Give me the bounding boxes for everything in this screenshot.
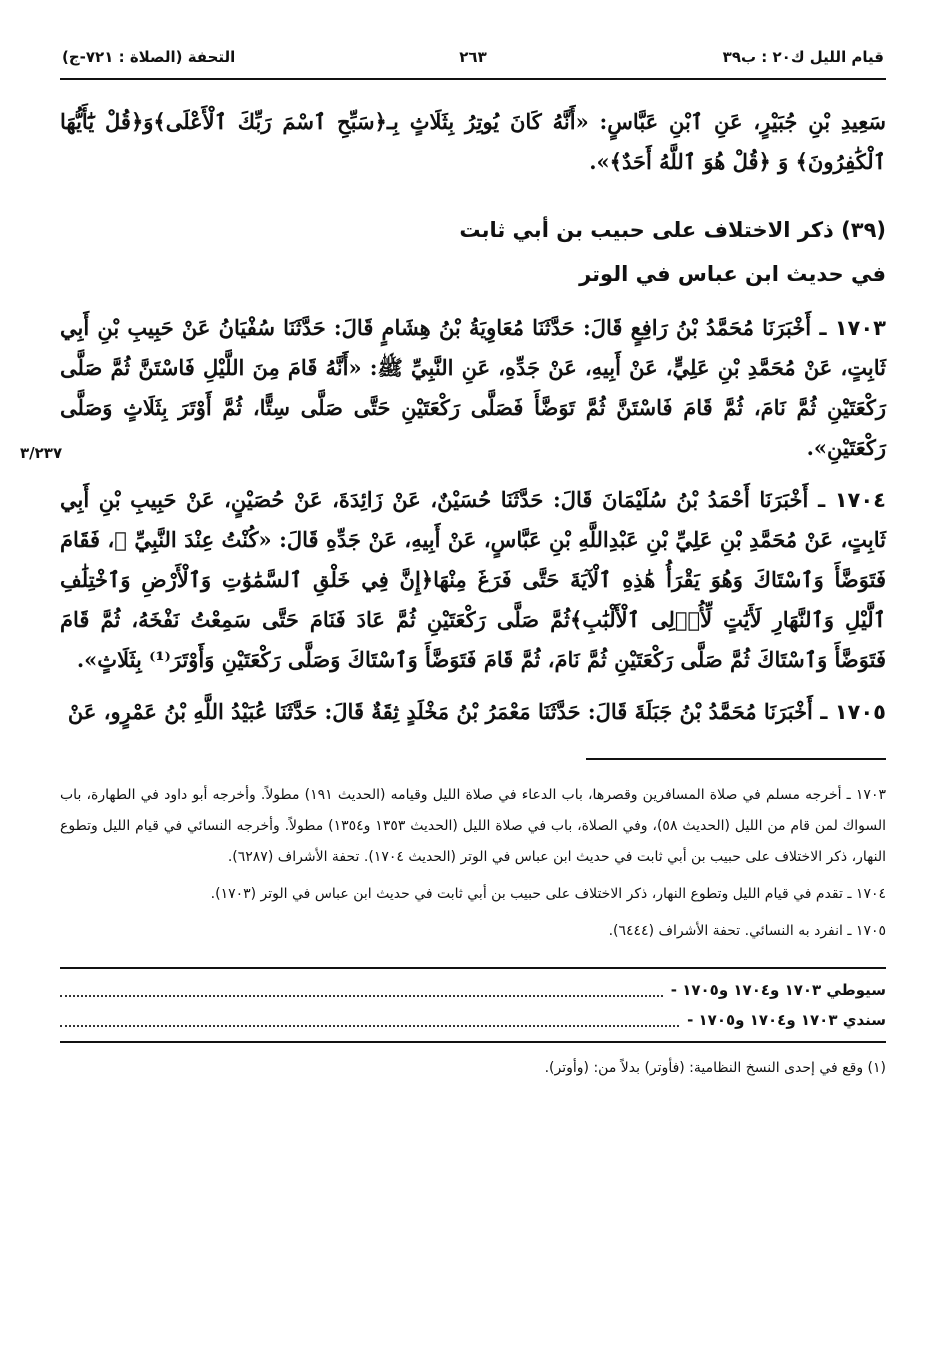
hadith-text: أَخْبَرَنَا مُحَمَّدُ بْنُ رَافِعٍ قَالَ: حَدَّثَنَا مُعَاوِيَةُ بْنُ هِشَامٍ قَالَ: حَدَّثَنَا سُفْيَانُ عَنْ حَبِيبِ بْنِ أَبِي ثَابِتٍ، عَنْ مُحَمَّدِ بْنِ عَلِيٍّ، عَنْ أَبِيهِ، عَنْ جَدِّهِ، عَنِ النَّبِيِّ ﷺ: «أَنَّهُ قَامَ مِنَ اللَّيْلِ فَاسْتَنَّ ثُمَّ صَلَّى رَكْعَتَيْنِ ثُمَّ نَامَ، ثُمَّ قَامَ فَاسْتَنَّ ثُمَّ تَوَضَّأَ فَصَلَّى رَكْعَتَيْنِ حَتَّى صَلَّى سِتًّا، ثُمَّ أَوْتَرَ بِثَلَاثٍ وَصَلَّى رَكْعَتَيْنِ». xyxy=(60,315,886,460)
suyuti-label: سيوطي ١٧٠٣ و١٧٠٤ و١٧٠٥ - xyxy=(670,981,886,999)
hadith-1705 xyxy=(60,692,886,732)
commentary-references xyxy=(60,967,886,1043)
note-1704: ١٧٠٤ ـ تقدم في قيام الليل وتطوع النهار، ذكر الاختلاف على حبيب بن أبي ثابت في حديث ابن عباس في الوتر (١٧٠٣). xyxy=(210,886,886,902)
section-reference: قيام الليل ك٢٠ : ب٣٩ xyxy=(722,48,884,66)
hadith-1703 xyxy=(60,308,886,468)
main-text xyxy=(60,102,886,732)
takhrij-notes xyxy=(60,780,886,947)
sindi-reference xyxy=(60,1005,886,1035)
chapter-title-line-1: (٣٩) ذكر الاختلاف على حبيب بن أبي ثابت xyxy=(459,218,886,242)
margin-volume-reference: ٣/٢٣٧ xyxy=(20,444,63,462)
book-page xyxy=(60,38,886,1081)
sindi-label: سندي ١٧٠٣ و١٧٠٤ و١٧٠٥ - xyxy=(687,1011,886,1029)
note-1703: ١٧٠٣ ـ أخرجه مسلم في صلاة المسافرين وقصرها، باب الدعاء في صلاة الليل وقيامه (الحديث ١٩١) مطولاً. وأخرجه أبو داود في الطهارة، باب السواك لمن قام من الليل (الحديث ٥٨)، وفي الصلاة، باب في صلاة الليل (الحديث ١٣٥٣ و١٣٥٤) مطولاً. وأخرجه النسائي في قيام الليل وتطوع النهار، ذكر الاختلاف على حبيب بن أبي ثابت في حديث ابن عباس في الوتر (الحديث ١٧٠٤). تحفة الأشراف (٦٢٨٧). xyxy=(60,787,887,865)
footnote-divider xyxy=(586,758,886,760)
hadith-number: ١٧٠٣ ـ xyxy=(819,316,886,340)
tuhfa-reference: التحفة (الصلاة : ٧٢١-ج) xyxy=(62,48,236,66)
hadith-number: ١٧٠٤ ـ xyxy=(817,488,886,512)
continued-hadith-text: سَعِيدِ بْنِ جُبَيْرٍ، عَنِ ٱبْنِ عَبَّاسٍ: «أَنَّهُ كَانَ يُوتِرُ بِثَلَاثٍ بِـ﴿سَبِّحِ ٱسْمَ رَبِّكَ ٱلْأَعْلَى﴾وَ﴿قُلْ يَٰٓأَيُّهَا ٱلْكَٰفِرُونَ﴾ وَ ﴿قُلْ هُوَ ٱللَّهُ أَحَدٌ﴾». xyxy=(60,109,886,174)
note-1705: ١٧٠٥ ـ انفرد به النسائي. تحفة الأشراف (٦٤٤٤). xyxy=(608,923,886,939)
running-header xyxy=(60,38,886,80)
variant-footnote: (١) وقع في إحدى النسخ النظامية: (فأوتر) بدلاً من: (وأوتر). xyxy=(544,1060,886,1076)
suyuti-reference xyxy=(60,975,886,1005)
page-number: ٢٦٣ xyxy=(459,48,487,66)
hadith-text: أَخْبَرَنَا أَحْمَدُ بْنُ سُلَيْمَانَ قَالَ: حَدَّثَنَا حُسَيْنٌ، عَنْ زَائِدَةَ، عَنْ حُصَيْنٍ، عَنْ حَبِيبِ بْنِ أَبِي ثَابِتٍ، عَنْ مُحَمَّدِ بْنِ عَلِيِّ بْنِ عَبْدِاللَّهِ بْنِ عَبَّاسٍ، عَنْ أَبِيهِ، عَنْ جَدِّهِ قَالَ: «كُنْتُ عِنْدَ النَّبِيِّ ﷺ، فَقَامَ فَتَوَضَّأَ وَٱسْتَاكَ وَهُوَ يَقْرَأُ هَٰذِهِ ٱلْآيَةَ حَتَّى فَرَغَ مِنْهَا﴿إِنَّ فِي خَلْقِ ٱلسَّمَٰوَٰتِ وَٱلْأَرْضِ وَٱخْتِلَٰفِ ٱلَّيْلِ وَٱلنَّهَارِ لَأَيَٰتٍ لِّأُو۟لِى ٱلْأَلْبَٰبِ﴾ثُمَّ صَلَّى رَكْعَتَيْنِ ثُمَّ عَادَ فَنَامَ حَتَّى سَمِعْتُ نَفْخَهُ، ثُمَّ قَامَ فَتَوَضَّأَ وَٱسْتَاكَ ثُمَّ صَلَّى رَكْعَتَيْنِ ثُمَّ نَامَ، ثُمَّ قَامَ فَتَوَضَّأَ وَٱسْتَاكَ وَصَلَّى رَكْعَتَيْنِ وَأَوْتَرَ⁽¹⁾ بِثَلَاثٍ». xyxy=(60,487,886,672)
dotted-leader xyxy=(60,1013,679,1027)
chapter-title-line-2: في حديث ابن عباس في الوتر xyxy=(579,262,886,286)
hadith-1704 xyxy=(60,480,886,680)
hadith-text: أَخْبَرَنَا مُحَمَّدُ بْنُ جَبَلَةَ قَالَ: حَدَّثَنَا مَعْمَرُ بْنُ مَخْلَدٍ ثِقَةٌ قَالَ: حَدَّثَنَا عُبَيْدُ اللَّهِ بْنُ عَمْرٍو، عَنْ xyxy=(67,699,813,724)
hadith-number: ١٧٠٥ ـ xyxy=(820,700,886,724)
chapter-heading xyxy=(60,208,886,296)
dotted-leader xyxy=(60,983,663,997)
